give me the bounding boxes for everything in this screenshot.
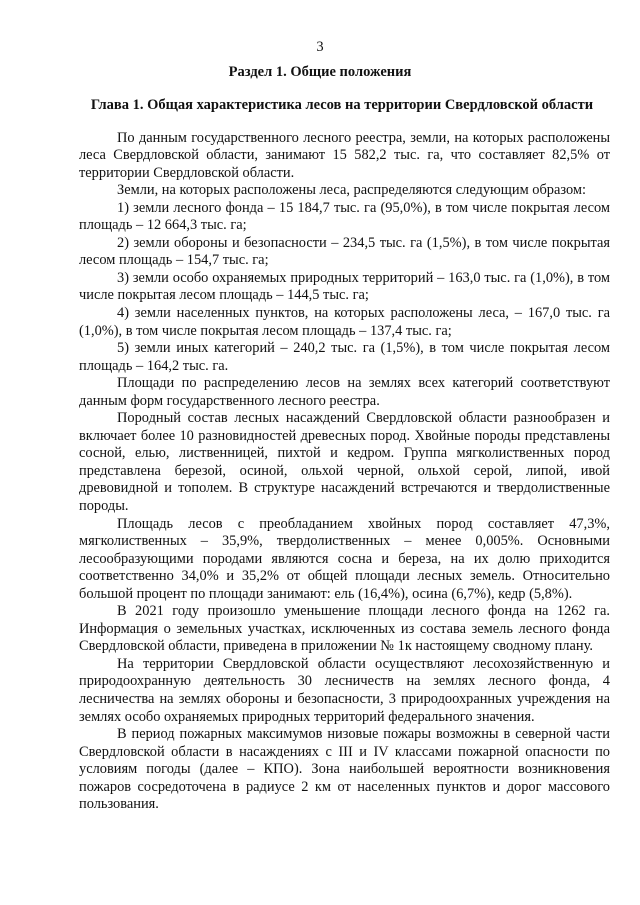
- paragraph-fire-danger: В период пожарных максимумов низовые пожары возможны в северной части Свердловской области в насаждениях с III и IV классами пожарной опасности по условиям погоды (далее – КПО). Зона наибольшей вероятности возникновения пожаров сосредоточена в радиусе 2 км от населенных пунктов и дорог массового пользования.: [79, 726, 610, 813]
- paragraph-forest-area: По данным государственного лесного реестра, земли, на которых расположены леса Свердловской области, занимают 15 582,2 тыс. га, что составляет 82,5% от территории Свердловской области.: [79, 129, 610, 181]
- paragraph-forestries: На территории Свердловской области осуществляют лесохозяйственную и природоохранную деятельность 30 лесничеств на землях лесного фонда, 4 лесничества на землях обороны и безопасности, 3 природоохранных учреждения на землях особо охраняемых природных территорий федерального значения.: [79, 655, 610, 725]
- list-item-defense-lands: 2) земли обороны и безопасности – 234,5 тыс. га (1,5%), в том числе покрытая лесом площадь – 154,7 тыс. га;: [79, 234, 610, 269]
- paragraph-registry-forms: Площади по распределению лесов на землях всех категорий соответствуют данным форм государственного лесного реестра.: [79, 375, 610, 409]
- document-body: [79, 130, 610, 814]
- page-number: 3: [316, 39, 324, 55]
- list-item-protected-areas: 3) земли особо охраняемых природных территорий – 163,0 тыс. га (1,0%), в том числе покрытая лесом площадь – 144,5 тыс. га;: [79, 269, 610, 304]
- paragraph-land-distribution-intro: Земли, на которых расположены леса, распределяются следующим образом:: [117, 182, 587, 199]
- paragraph-area-reduction: В 2021 году произошло уменьшение площади лесного фонда на 1262 га. Информация о земельных участках, исключенных из состава земель лесного фонда Свердловской области, приведена в приложении № 1к настоящему сводному плану.: [79, 603, 610, 655]
- chapter-title: Глава 1. Общая характеристика лесов на территории Свердловской области: [90, 97, 594, 113]
- list-item-settlement-lands: 4) земли населенных пунктов, на которых расположены леса, – 167,0 тыс. га (1,0%), в том числе покрытая лесом площадь – 137,4 тыс. га;: [79, 304, 610, 339]
- section-title: Раздел 1. Общие положения: [228, 64, 412, 80]
- paragraph-species-shares: Площадь лесов с преобладанием хвойных пород составляет 47,3%, мягколиственных – 35,9%, твердолиственных – менее 0,005%. Основными лесообразующими породами являются сосна и береза, на их долю приходится соответственно 34,0% и 35,2% от общей площади лесных земель. Относительно большой процент по площади занимают: ель (16,4%), осина (6,7%), кедр (5,8%).: [79, 515, 610, 602]
- list-item-other-lands: 5) земли иных категорий – 240,2 тыс. га (1,5%), в том числе покрытая лесом площадь – 164,2 тыс. га.: [79, 340, 610, 374]
- list-item-forest-fund: 1) земли лесного фонда – 15 184,7 тыс. га (95,0%), в том числе покрытая лесом площадь – 12 664,3 тыс. га;: [79, 199, 610, 234]
- paragraph-species-composition: Породный состав лесных насаждений Свердловской области разнообразен и включает более 10 разновидностей древесных пород. Хвойные породы представлены сосной, елью, лиственницей, пихтой и кедром. Группа мягколиственных пород представлена березой, осиной, ольхой черной, ольхой серой, липой, ивой древовидной и тополем. В структуре насаждений встречаются и твердолиственные породы.: [79, 410, 610, 514]
